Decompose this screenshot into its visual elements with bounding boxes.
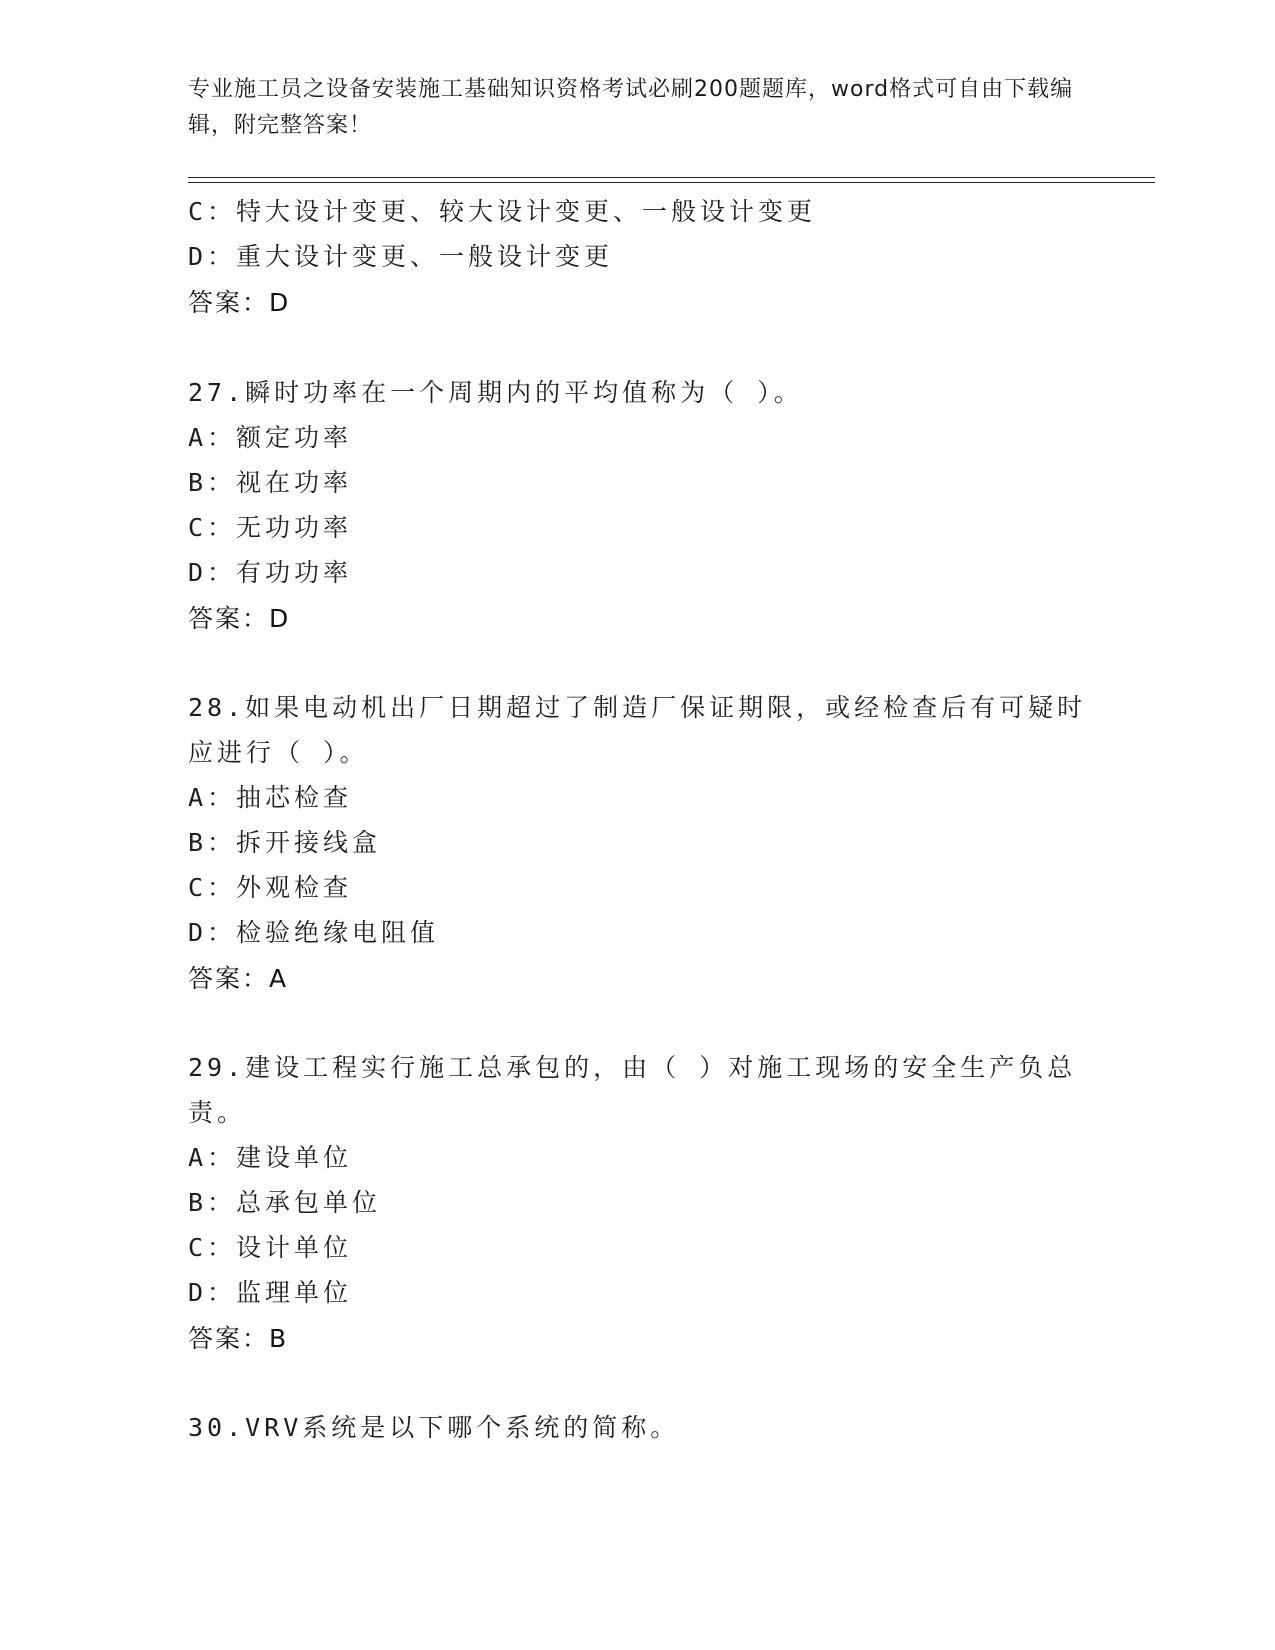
q27-question: 27.瞬时功率在一个周期内的平均值称为（ ）。: [188, 378, 803, 407]
q27-option-b: B：视在功率: [188, 468, 353, 497]
header-rule-bottom: [188, 182, 1155, 183]
q27-option-a: A：额定功率: [188, 423, 353, 452]
q28-option-c: C：外观检查: [188, 873, 353, 902]
q29-question-line1: 29.建设工程实行施工总承包的，由（ ）对施工现场的安全生产负总: [188, 1053, 1077, 1082]
q27-answer: 答案：D: [188, 604, 291, 633]
q29-option-d: D：监理单位: [188, 1278, 353, 1307]
q28-question-line1: 28.如果电动机出厂日期超过了制造厂保证期限，或经检查后有可疑时: [188, 693, 1087, 722]
q28-option-d: D：检验绝缘电阻值: [188, 918, 440, 947]
q27-option-c: C：无功功率: [188, 513, 353, 542]
q29-option-c: C：设计单位: [188, 1233, 353, 1262]
q27-option-d: D：有功功率: [188, 558, 353, 587]
q26-option-c: C：特大设计变更、较大设计变更、一般设计变更: [188, 197, 817, 226]
document-header: 专业施工员之设备安装施工基础知识资格考试必刷200题题库，word格式可自由下载编辑，附完整答案！: [188, 77, 1074, 138]
q29-answer: 答案：B: [188, 1324, 289, 1353]
q28-option-b: B：拆开接线盒: [188, 828, 382, 857]
q26-option-d: D：重大设计变更、一般设计变更: [188, 242, 614, 271]
q28-option-a: A：抽芯检查: [188, 783, 353, 812]
header-rule-top: [188, 177, 1155, 178]
q26-answer: 答案：D: [188, 288, 291, 317]
q29-question-line2: 责。: [188, 1098, 247, 1127]
q28-question-line2: 应进行（ ）。: [188, 738, 369, 767]
q30-question: 30.VRV系统是以下哪个系统的简称。: [188, 1413, 680, 1442]
q29-option-b: B：总承包单位: [188, 1188, 382, 1217]
q29-option-a: A：建设单位: [188, 1143, 353, 1172]
q28-answer: 答案：A: [188, 964, 289, 993]
